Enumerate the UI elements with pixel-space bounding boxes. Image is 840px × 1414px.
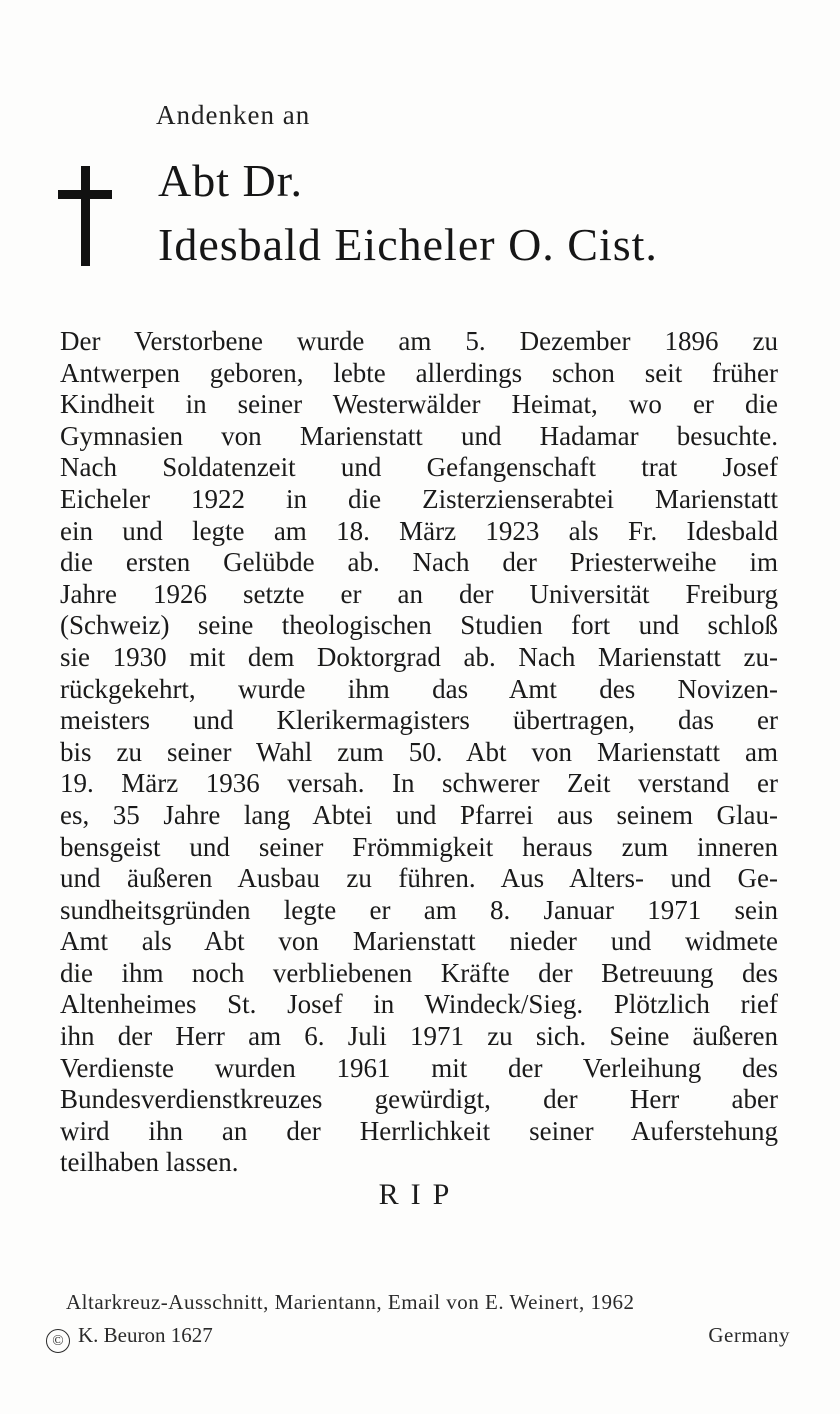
biography-line: Nach Soldatenzeit und Gefangenschaft trat Josef [60, 452, 778, 483]
biography-line: Altenheimes St. Josef in Windeck/Sieg. Plötzlich rief [60, 989, 778, 1020]
copyright-line [46, 1323, 213, 1353]
biography-line: bensgeist und seiner Frömmigkeit heraus zum inneren [60, 831, 778, 862]
rip-text: RIP [378, 1178, 462, 1211]
cross-vertical-bar [81, 166, 90, 266]
copyright-icon: © [46, 1329, 70, 1353]
biography-line: (Schweiz) seine theologischen Studien fort und schloß [60, 610, 778, 641]
biography-text [60, 326, 778, 1179]
name-line-2: Idesbald Eicheler O. Cist. [158, 219, 658, 270]
biography-line: es, 35 Jahre lang Abtei und Pfarrei aus seinem Glau- [60, 799, 778, 830]
biography-line: die ersten Gelübde ab. Nach der Priesterweihe im [60, 547, 778, 578]
image-caption: Altarkreuz-Ausschnitt, Marientann, Email von E. Weinert, 1962 [66, 1290, 635, 1314]
biography-line: Gymnasien von Marienstatt und Hadamar besuchte. [60, 420, 778, 451]
name-line-1: Abt Dr. [158, 155, 303, 206]
biography-line: Bundesverdienstkreuzes gewürdigt, der Herr aber [60, 1084, 778, 1115]
country-text: Germany [708, 1323, 790, 1347]
biography-line: sundheitsgründen legte er am 8. Januar 1971 sein [60, 894, 778, 925]
biography-line: rückgekehrt, wurde ihm das Amt des Novizen- [60, 673, 778, 704]
biography-line: teilhaben lassen. [60, 1147, 239, 1178]
biography-line: Verdienste wurden 1961 mit der Verleihung des [60, 1052, 778, 1083]
biography-line: Eicheler 1922 in die Zisterzienserabtei Marienstatt [60, 483, 778, 514]
biography-line: ein und legte am 18. März 1923 als Fr. Idesbald [60, 515, 778, 546]
publisher-text: K. Beuron 1627 [78, 1323, 213, 1347]
biography-line: 19. März 1936 versah. In schwerer Zeit verstand er [60, 768, 778, 799]
biography-line: ihn der Herr am 6. Juli 1971 zu sich. Seine äußeren [60, 1021, 778, 1052]
latin-cross-icon [58, 166, 112, 268]
biography-line: die ihm noch verbliebenen Kräfte der Betreuung des [60, 957, 778, 988]
biography-line: Jahre 1926 setzte er an der Universität Freiburg [60, 578, 778, 609]
intro-text: Andenken an [156, 100, 311, 130]
biography-line: Der Verstorbene wurde am 5. Dezember 1896 zu [60, 326, 778, 356]
biography-line: Kindheit in seiner Westerwälder Heimat, wo er die [60, 389, 778, 420]
biography-line: Amt als Abt von Marienstatt nieder und widmete [60, 926, 778, 957]
biography-line: Antwerpen geboren, lebte allerdings schon seit früher [60, 357, 778, 388]
biography-line: und äußeren Ausbau zu führen. Aus Alters- und Ge- [60, 863, 778, 894]
biography-line: bis zu seiner Wahl zum 50. Abt von Marienstatt am [60, 736, 778, 767]
biography-line: sie 1930 mit dem Doktorgrad ab. Nach Marienstatt zu- [60, 641, 778, 672]
biography-line: wird ihn an der Herrlichkeit seiner Auferstehung [60, 1115, 778, 1146]
cross-horizontal-bar [58, 190, 112, 199]
biography-line: meisters und Klerikermagisters übertragen, das er [60, 705, 778, 736]
